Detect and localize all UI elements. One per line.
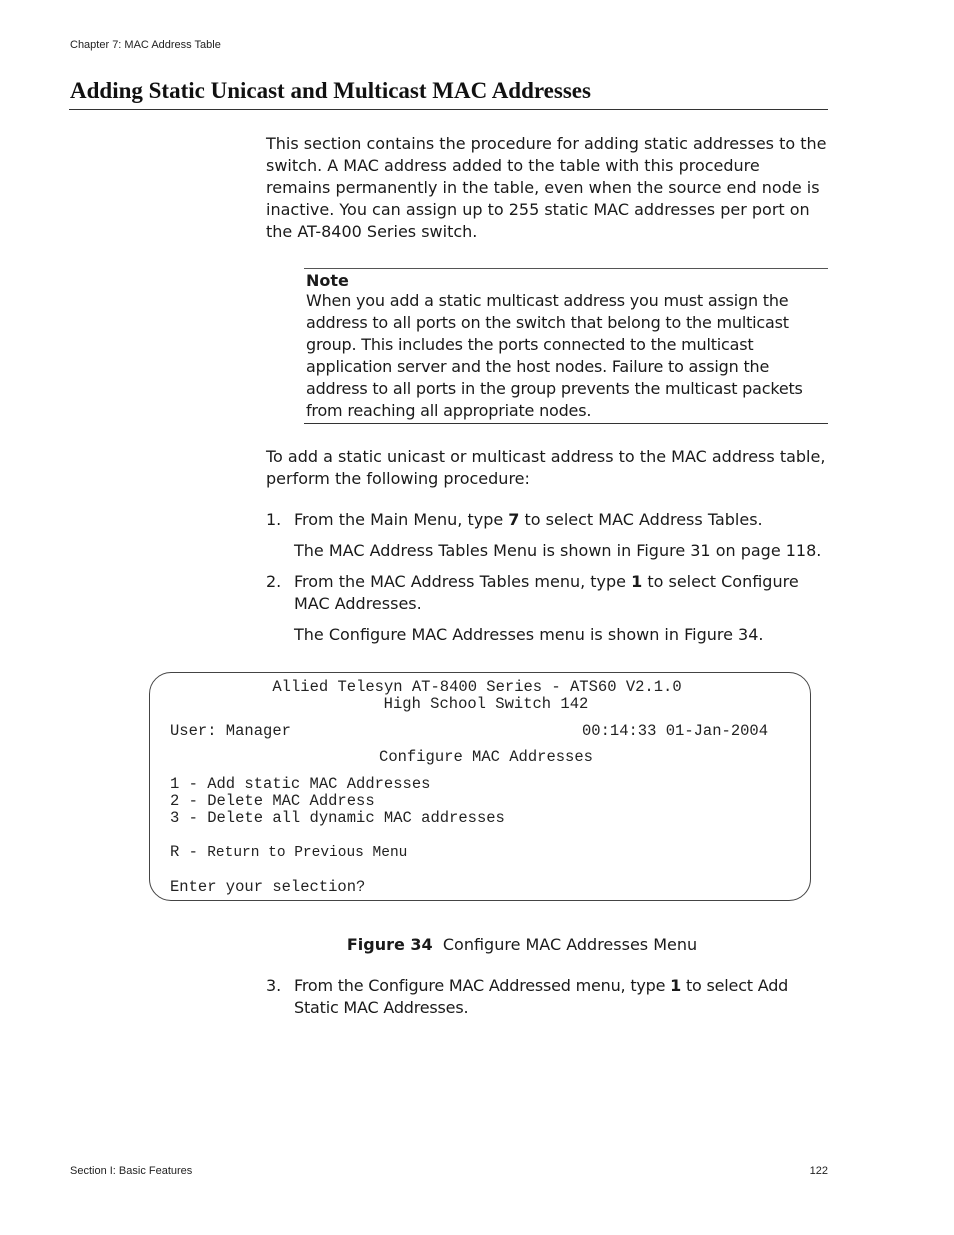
step-text-pre: From the MAC Address Tables menu, type bbox=[294, 572, 632, 591]
terminal-prompt: Enter your selection? bbox=[170, 878, 366, 896]
terminal-menu-title: Configure MAC Addresses bbox=[379, 748, 593, 766]
step-instruction bbox=[294, 509, 828, 531]
title-rule bbox=[69, 109, 828, 110]
step-text-post: to select MAC Address Tables. bbox=[519, 510, 763, 529]
step-key: 7 bbox=[508, 510, 520, 529]
step-number: 2. bbox=[266, 572, 282, 591]
terminal-datetime: 00:14:33 01-Jan-2004 bbox=[582, 722, 769, 740]
terminal-menu-option: 3 - Delete all dynamic MAC addresses bbox=[170, 809, 505, 827]
step-instruction bbox=[294, 975, 828, 1019]
step-key: 1 bbox=[670, 976, 682, 995]
figure-caption bbox=[0, 934, 954, 956]
step-result: The Configure MAC Addresses menu is shown in Figure 34. bbox=[294, 625, 764, 644]
running-header: Chapter 7: MAC Address Table bbox=[70, 39, 221, 51]
note-top-rule bbox=[304, 268, 828, 269]
terminal-return-key: R - bbox=[170, 843, 208, 861]
step-text-pre: From the Main Menu, type bbox=[294, 510, 509, 529]
terminal-user: User: Manager bbox=[170, 722, 291, 740]
terminal-menu-option: 1 - Add static MAC Addresses bbox=[170, 775, 431, 793]
terminal-return-label: Return to Previous Menu bbox=[207, 845, 408, 861]
section-title: Adding Static Unicast and Multicast MAC Addresses bbox=[70, 78, 591, 103]
terminal-menu-option: 2 - Delete MAC Address bbox=[170, 792, 375, 810]
note-bottom-rule bbox=[304, 423, 828, 424]
terminal-title-line: Allied Telesyn AT-8400 Series - ATS60 V2.1.0 bbox=[272, 678, 682, 696]
figure-label: Figure 34 bbox=[346, 935, 433, 954]
figure-caption-text: Configure MAC Addresses Menu bbox=[442, 935, 698, 954]
terminal-return-option bbox=[170, 844, 407, 862]
note-title: Note bbox=[306, 271, 349, 290]
page-number: 122 bbox=[809, 1165, 828, 1177]
footer-section: Section I: Basic Features bbox=[70, 1165, 193, 1177]
step-text-pre: From the Configure MAC Addressed menu, type bbox=[294, 976, 671, 995]
step-result: The MAC Address Tables Menu is shown in Figure 31 on page 118. bbox=[294, 541, 822, 560]
step-key: 1 bbox=[631, 572, 643, 591]
step-number: 3. bbox=[266, 976, 282, 995]
intro-paragraph: This section contains the procedure for adding static addresses to the switch. A MAC address added to the table with this procedure remains permanently in the table, even when the source end node is inactive. You can assign up to 255 static MAC addresses per port on the AT-8400 Series switch. bbox=[266, 134, 827, 241]
step-instruction bbox=[294, 571, 828, 615]
step-number: 1. bbox=[266, 510, 282, 529]
note-body: When you add a static multicast address you must assign the address to all ports on the switch that belong to the multicast group. This includes the ports connected to the multicast application server and the host nodes. Failure to assign the address to all ports in the group prevents the multicast packets from reaching all appropriate nodes. bbox=[306, 291, 803, 420]
procedure-intro: To add a static unicast or multicast address to the MAC address table, perform the following procedure: bbox=[266, 447, 826, 488]
terminal-switch-name: High School Switch 142 bbox=[383, 695, 589, 713]
step-text-post: to select Add Static MAC Addresses. bbox=[294, 976, 789, 1017]
step-text-post: to select Configure MAC Addresses. bbox=[294, 572, 799, 613]
